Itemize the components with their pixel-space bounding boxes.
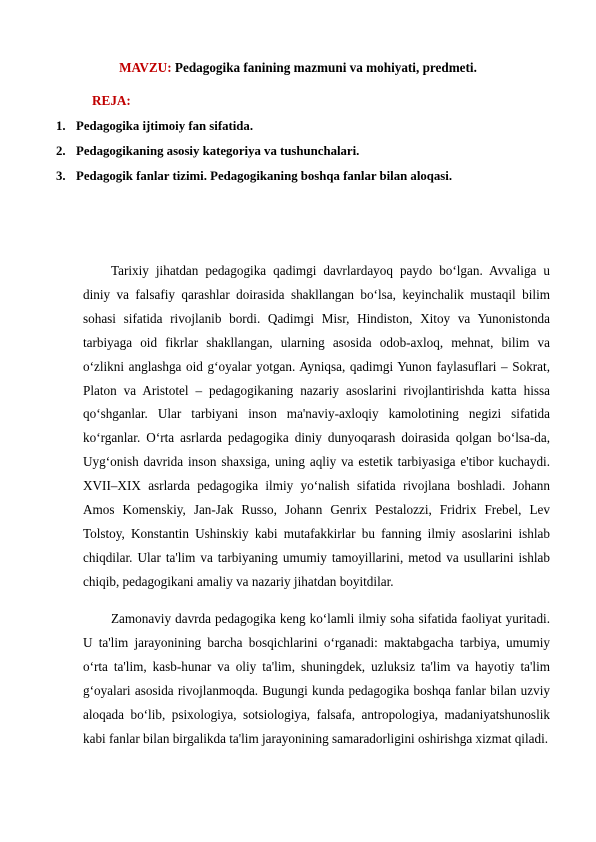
plan-item-text: Pedagogik fanlar tizimi. Pedagogikaning boshqa fanlar bilan aloqasi. <box>76 169 453 183</box>
plan-item-number: 3. <box>56 169 66 183</box>
topic-title <box>0 60 596 76</box>
plan-item <box>56 118 452 143</box>
plan-item-text: Pedagogika ijtimoiy fan sifatida. <box>76 119 254 133</box>
plan-item-text: Pedagogikaning asosiy kategoriya va tushunchalari. <box>76 144 360 158</box>
plan-item-number: 2. <box>56 144 66 158</box>
topic-text: Pedagogika fanining mazmuni va mohiyati, predmeti. <box>174 60 477 75</box>
plan-item <box>56 168 452 193</box>
plan-heading: REJA: <box>92 93 131 108</box>
body-paragraph: Tarixiy jihatdan pedagogika qadimgi davrlardayoq paydo bo‘lgan. Avvaliga u diniy va falsafiy qarashlar doirasida shakllangan bo‘lsa, keyinchalik mustaqil bilim sohasi sifatida rivojlanib bordi. Qadimgi Misr, Hindiston, Xitoy va Yunonistonda tarbiyaga oid fikrlar shakllangan, ularning asosida odob-axloq, mehnat, bilim va o‘zlikni anglashga oid g‘oyalar yotgan. Ayniqsa, qadimgi Yunon faylasuflari – Sokrat, Platon va Aristotel – pedagogikaning nazariy asoslarini rivojlantirishda katta hissa qo‘shganlar. Ular tarbiyani inson ma'naviy-axloqiy kamolotining negizi sifatida ko‘rganlar. O‘rta asrlarda pedagogika diniy dunyoqarash doirasida qolgan bo‘lsa-da, Uyg‘onish davrida inson shaxsiga, uning aqliy va estetik tarbiyasiga e'tibor kuchaydi. XVII–XIX asrlarda pedagogika ilmiy yo‘nalish sifatida rivojlana boshladi. Johann Amos Komenskiy, Jan-Jak Russo, Johann Genrix Pestalozzi, Fridrix Frebel, Lev Tolstoy, Konstantin Ushinskiy kabi mutafakkirlar bu fanning ilmiy asoslarini ishlab chiqdilar. Ular ta'lim va tarbiyaning umumiy tamoyillarini, metod va usullarini ishlab chiqib, pedagogikani amaliy va nazariy jihatdan boyitdilar. <box>83 263 550 589</box>
plan-item-number: 1. <box>56 119 66 133</box>
topic-label: MAVZU: <box>119 60 172 75</box>
body-paragraph: Zamonaviy davrda pedagogika keng ko‘lamli ilmiy soha sifatida faoliyat yuritadi. U ta'lim jarayonining barcha bosqichlarini o‘rganadi: maktabgacha tarbiya, umumiy o‘rta ta'lim, kasb-hunar va oliy ta'lim, shuningdek, uzluksiz ta'lim va hayotiy ta'lim g‘oyalari asosida rivojlanmoqda. Bugungi kunda pedagogika boshqa fanlar bilan uzviy aloqada bo‘lib, psixologiya, sotsiologiya, falsafa, antropologiya, madaniyatshunoslik kabi fanlar bilan birgalikda ta'lim jarayonining samaradorligini oshirishga xizmat qiladi. <box>83 611 550 746</box>
plan-list <box>56 118 452 193</box>
plan-item <box>56 143 452 168</box>
